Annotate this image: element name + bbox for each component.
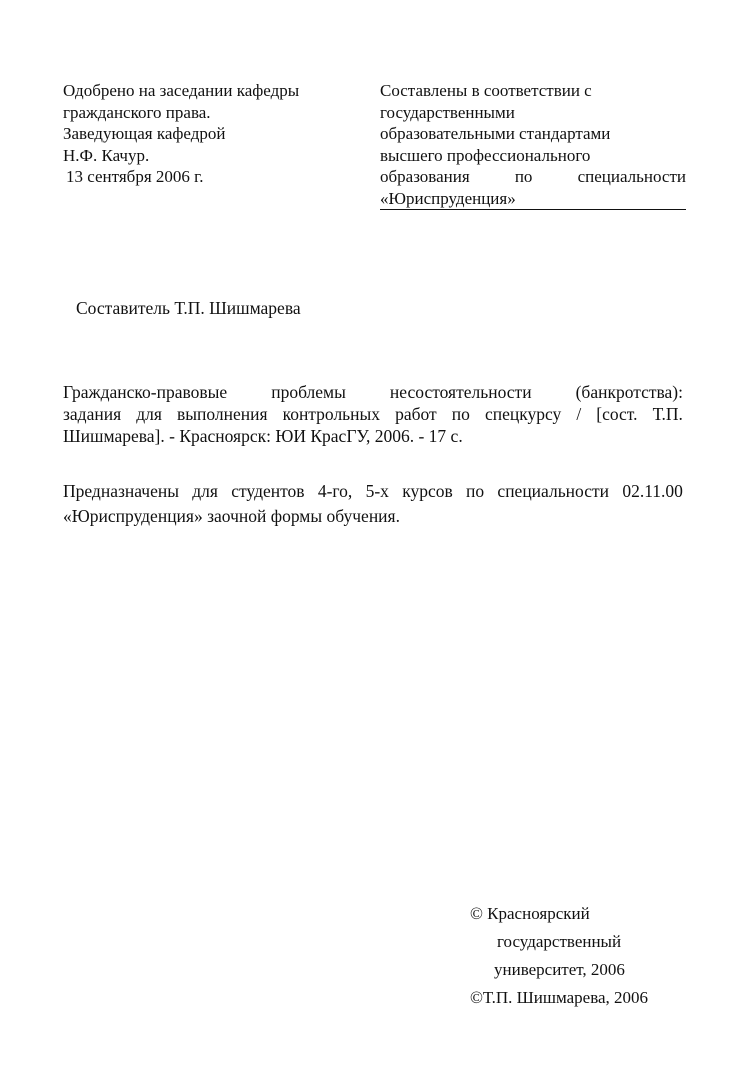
word: Предназначены xyxy=(63,481,179,501)
compliance-block xyxy=(380,80,686,210)
word: выполнения xyxy=(176,404,268,424)
compliance-line: Составлены в соответствии с xyxy=(380,81,592,100)
word: для xyxy=(192,481,218,501)
copyright-line: © Красноярский xyxy=(470,904,590,923)
word: 4-го, xyxy=(317,481,353,501)
copyright-line: государственный xyxy=(497,932,622,951)
word: несостоятельности xyxy=(389,382,532,402)
word: специальности xyxy=(577,167,686,186)
compliance-line: высшего профессионального xyxy=(380,145,591,165)
bibliographic-description xyxy=(63,381,683,447)
word: контрольных xyxy=(282,404,381,424)
word: студентов xyxy=(231,481,305,501)
word: Гражданско-правовые xyxy=(63,382,228,402)
word: для xyxy=(136,404,162,424)
word: спецкурсу xyxy=(484,404,562,424)
compliance-line: образовательными стандартами xyxy=(380,124,611,143)
word: проблемы xyxy=(271,382,346,402)
word: [сост. xyxy=(596,404,638,424)
approval-line: гражданского права. xyxy=(63,102,211,122)
specialty-underlined xyxy=(380,188,686,210)
compliance-line: государственными xyxy=(380,102,515,122)
word: (банкротства): xyxy=(575,382,683,402)
approval-block xyxy=(63,80,353,188)
compiler-text: Составитель Т.П. Шишмарева xyxy=(76,298,301,318)
specialty-name: «Юриспруденция» xyxy=(380,188,516,208)
copyright-line: ©Т.П. Шишмарева, 2006 xyxy=(470,988,649,1007)
word: образования xyxy=(380,167,470,186)
copyright-line: университет, 2006 xyxy=(494,960,625,979)
purpose-statement xyxy=(63,479,683,529)
word: по xyxy=(514,167,533,186)
purpose-line: «Юриспруденция» заочной формы обучения. xyxy=(63,506,400,526)
approval-line: Одобрено на заседании кафедры xyxy=(63,81,300,100)
copyright-block xyxy=(470,900,700,1012)
description-line xyxy=(63,381,683,403)
word: Т.П. xyxy=(652,404,683,424)
description-line xyxy=(63,403,683,425)
compiler-line xyxy=(76,298,301,319)
word: 02.11.00 xyxy=(622,481,683,501)
word: по xyxy=(451,404,470,424)
approval-line: Н.Ф. Качур. xyxy=(63,145,150,165)
word: / xyxy=(576,404,582,424)
approval-line: Заведующая кафедрой xyxy=(63,124,226,143)
word: работ xyxy=(395,404,437,424)
purpose-line xyxy=(63,479,683,504)
word: курсов xyxy=(402,481,453,501)
word: 5-х xyxy=(365,481,389,501)
compliance-line-justified xyxy=(380,166,686,188)
word: специальности xyxy=(497,481,610,501)
description-line: Шишмарева]. - Красноярск: ЮИ КрасГУ, 2006. - 17 с. xyxy=(63,426,463,446)
word: по xyxy=(466,481,485,501)
word: задания xyxy=(63,404,122,424)
approval-date: 13 сентября 2006 г. xyxy=(66,167,204,186)
